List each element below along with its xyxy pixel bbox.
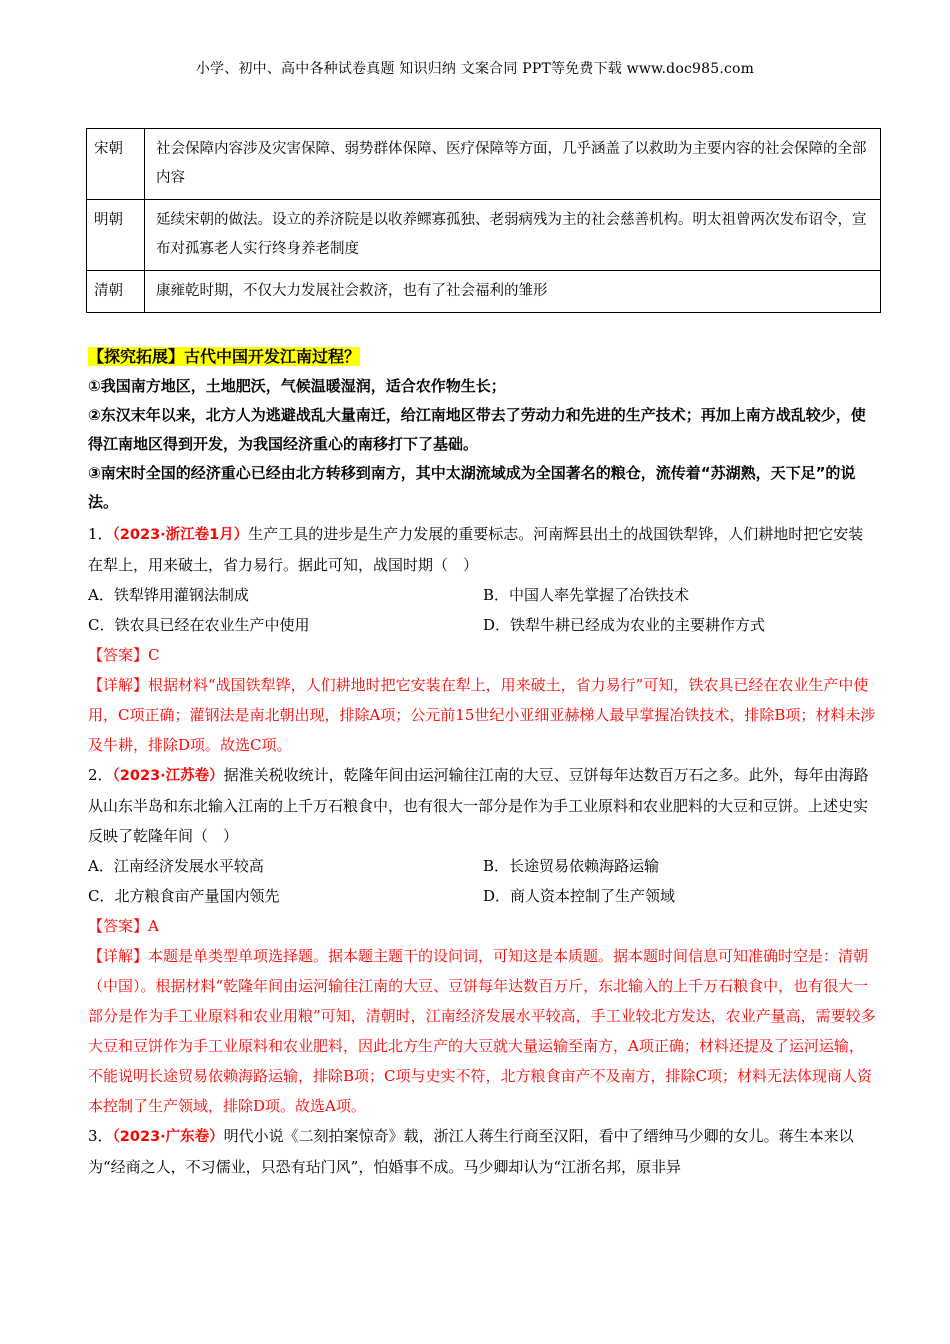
question-stem: [88, 519, 878, 580]
question-number: 1．: [88, 525, 113, 543]
option-c: C．北方粮食亩产量国内领先: [88, 887, 280, 905]
options-list: [88, 580, 878, 640]
question-source: （2023·浙江卷1月）: [112, 527, 249, 543]
explanation: 【详解】根据材料“战国铁犁铧，人们耕地时把它安装在犁上，用来破土，省力易行”可知，铁农具已经在农业生产中使用，C项正确；灌钢法是南北朝出现，排除A项；公元前15世纪小亚细亚赫梯人最早掌握冶铁技术，排除B项；材料未涉及牛耕，排除D项。故选C项。: [88, 676, 876, 754]
era-cell: 宋朝: [87, 129, 145, 200]
answer: 【答案】A: [88, 917, 159, 935]
question-stem: [88, 1121, 878, 1182]
extension-point: ①我国南方地区，土地肥沃，气候温暖湿润，适合农作物生长；: [88, 377, 506, 395]
table-row: [87, 271, 881, 313]
questions-area: [88, 519, 878, 1182]
era-cell: 明朝: [87, 200, 145, 271]
extension-point: ②东汉末年以来，北方人为逃避战乱大量南迁，给江南地区带去了劳动力和先进的生产技术；再加上南方战乱较少，使得江南地区得到开发，为我国经济重心的南移打下了基础。: [88, 406, 866, 453]
extension-title: 【探究拓展】古代中国开发江南过程？: [88, 347, 361, 366]
content-cell: 康雍乾时期，不仅大力发展社会救济，也有了社会福利的雏形: [145, 271, 881, 313]
option-a: A．江南经济发展水平较高: [88, 857, 264, 875]
options-list: [88, 851, 878, 911]
explanation: 【详解】本题是单类型单项选择题。据本题主题干的设问词，可知这是本质题。据本题时间信息可知准确时空是：清朝（中国）。根据材料“乾隆年间由运河输往江南的大豆、豆饼每年达数百万斤，东北输入的上千万石粮食中，也有很大一部分是作为手工业原料和农业用粮”可知，清朝时，江南经济发展水平较高，手工业较北方发达，农业产量高，需要较多大豆和豆饼作为手工业原料和农业肥料，因此北方生产的大豆就大量运输至南方，A项正确；材料还提及了运河运输，不能说明长途贸易依赖海路运输，排除B项；C项与史实不符，北方粮食亩产不及南方，排除C项；材料无法体现商人资本控制了生产领域，排除D项。故选A项。: [88, 947, 876, 1115]
question-source: （2023·广东卷）: [112, 1129, 224, 1145]
option-d: D．商人资本控制了生产领域: [483, 887, 676, 905]
page-header: 小学、初中、高中各种试卷真题 知识归纳 文案合同 PPT等免费下载 www.doc985.com: [195, 61, 755, 77]
option-d: D．铁犁牛耕已经成为农业的主要耕作方式: [483, 616, 766, 634]
question-number: 3．: [88, 1127, 113, 1145]
option-b: B．长途贸易依赖海路运输: [483, 857, 660, 875]
option-a: A．铁犁铧用灌钢法制成: [88, 586, 249, 604]
answer: 【答案】C: [88, 646, 160, 664]
question-number: 2．: [88, 766, 113, 784]
question-text: 据淮关税收统计，乾隆年间由运河输往江南的大豆、豆饼每年达数百万石之多。此外，每年由海路从山东半岛和东北输入江南的上千万石粮食中，也有很大一部分是作为手工业原料和农业肥料的大豆和豆饼。上述史实反映了乾隆年间（ ）: [88, 766, 869, 845]
option-b: B．中国人率先掌握了冶铁技术: [483, 586, 690, 604]
question-source: （2023·江苏卷）: [112, 768, 224, 784]
question-stem: [88, 760, 878, 851]
content-cell: 延续宋朝的做法。设立的养济院是以收养鳏寡孤独、老弱病残为主的社会慈善机构。明太祖曾两次发布诏令，宣布对孤寡老人实行终身养老制度: [145, 200, 881, 271]
question-text: 生产工具的进步是生产力发展的重要标志。河南辉县出土的战国铁犁铧，人们耕地时把它安装在犁上，用来破土，省力易行。据此可知，战国时期（ ）: [88, 525, 864, 574]
era-cell: 清朝: [87, 271, 145, 313]
extension-section: [88, 342, 878, 517]
table-row: [87, 200, 881, 271]
option-c: C．铁农具已经在农业生产中使用: [88, 616, 310, 634]
table-row: [87, 129, 881, 200]
history-table: [86, 128, 881, 313]
question-text: 明代小说《二刻拍案惊奇》载，浙江人蒋生行商至汉阳，看中了缙绅马少卿的女儿。蒋生本来以为“经商之人，不习儒业，只恐有玷门风”，怕婚事不成。马少卿却认为“江浙名邦，原非异: [88, 1127, 854, 1176]
content-cell: 社会保障内容涉及灾害保障、弱势群体保障、医疗保障等方面，几乎涵盖了以救助为主要内容的社会保障的全部内容: [145, 129, 881, 200]
extension-point: ③南宋时全国的经济重心已经由北方转移到南方，其中太湖流域成为全国著名的粮仓，流传着“苏湖熟，天下足”的说法。: [88, 464, 856, 511]
